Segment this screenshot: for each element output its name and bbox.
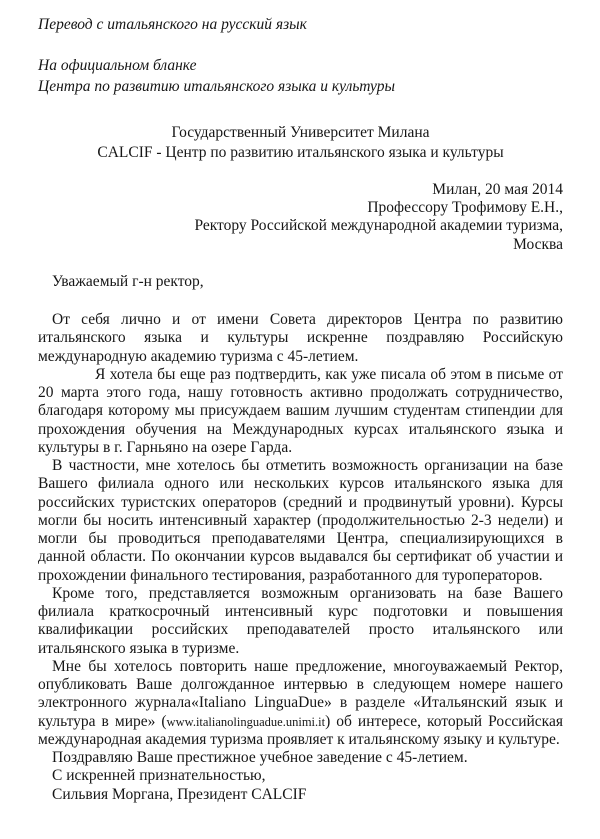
center-name: CALCIF - Центр по развитию итальянского языка и культуры	[97, 144, 504, 161]
signature-line: Сильвия Моргана, Президент CALCIF	[52, 785, 307, 803]
university-name: Государственный Университет Милана	[171, 124, 430, 141]
paragraph-cooperation: Я хотела бы еще раз подтвердить, как уже писала об этом в письме от 20 марта этого года, нашу готовность активно продолжать сотрудничество, благодаря которому мы присуждаем вашим лучшим студентам стипендии для прохождения обучения на Международных курсах итальянского языка и культуры в г. Гарньяно на озере Гарда.	[38, 365, 563, 456]
place-and-date: Милан, 20 мая 2014	[432, 181, 563, 198]
letterhead	[38, 123, 563, 163]
paragraph-teacher-training: Кроме того, представляется возможным организовать на базе Вашего филиала краткосрочный интенсивный курс подготовки и повышения квалификации российских преподавателей просто итальянского или итальянского языка в туризме.	[38, 584, 563, 657]
letter-body	[38, 311, 563, 804]
translation-note	[38, 14, 563, 97]
paragraph-congrats-intro: От себя лично и от имени Совета директоров Центра по развитию итальянского языка и культуры искренне поздравляю Российскую международную академию туризма с 45-летием.	[38, 311, 563, 365]
recipient-city: Москва	[513, 235, 563, 253]
paragraph-courses-offer: В частности, мне хотелось бы отметить возможность организации на базе Вашего филиала одного или нескольких курсов итальянского языка для российских туристских операторов (средний и продвинутый уровни). Курсы могли бы носить интенсивный характер (продолжительностью 2-3 недели) и могли бы проводиться преподавателями Центра, специализирующихся в данной области. По окончании курсов выдавался бы сертификат об участии и прохождении финального тестирования, разработанного для туроператоров.	[38, 457, 563, 584]
congratulation-line: Поздравляю Ваше престижное учебное заведение с 45-летием.	[52, 749, 468, 767]
recipient-title: Ректору Российской международной академии туризма,	[194, 217, 563, 235]
interview-text-before-url: Мне бы хотелось повторить наше предложение, многоуважаемый Ректор, опубликовать Ваше долгожданное интервью в следующем номере нашего электронного журнала«Italiano LinguaDue» в разделе «Итальянский язык и культура в мире» (	[38, 657, 563, 730]
dateline-block	[38, 181, 563, 254]
letterhead-note-org-line: Центра по развитию итальянского языка и культуры	[38, 78, 395, 95]
interview-text-after-url: ) об интересе, который Российская международная академия туризма проявляет к итальянскому языку и культуре.	[38, 712, 563, 748]
translation-note-line: Перевод с итальянского на русский язык	[38, 16, 307, 33]
recipient-name: Профессору Трофимову Е.Н.,	[367, 199, 563, 217]
salutation: Уважаемый г-н ректор,	[52, 272, 204, 290]
closing-line: С искренней признательностью,	[52, 767, 266, 785]
journal-url: www.italianolinguadue.unimi.it	[166, 714, 326, 729]
letterhead-note-line: На официальном бланке	[38, 57, 197, 74]
paragraph-interview-offer	[38, 658, 563, 749]
